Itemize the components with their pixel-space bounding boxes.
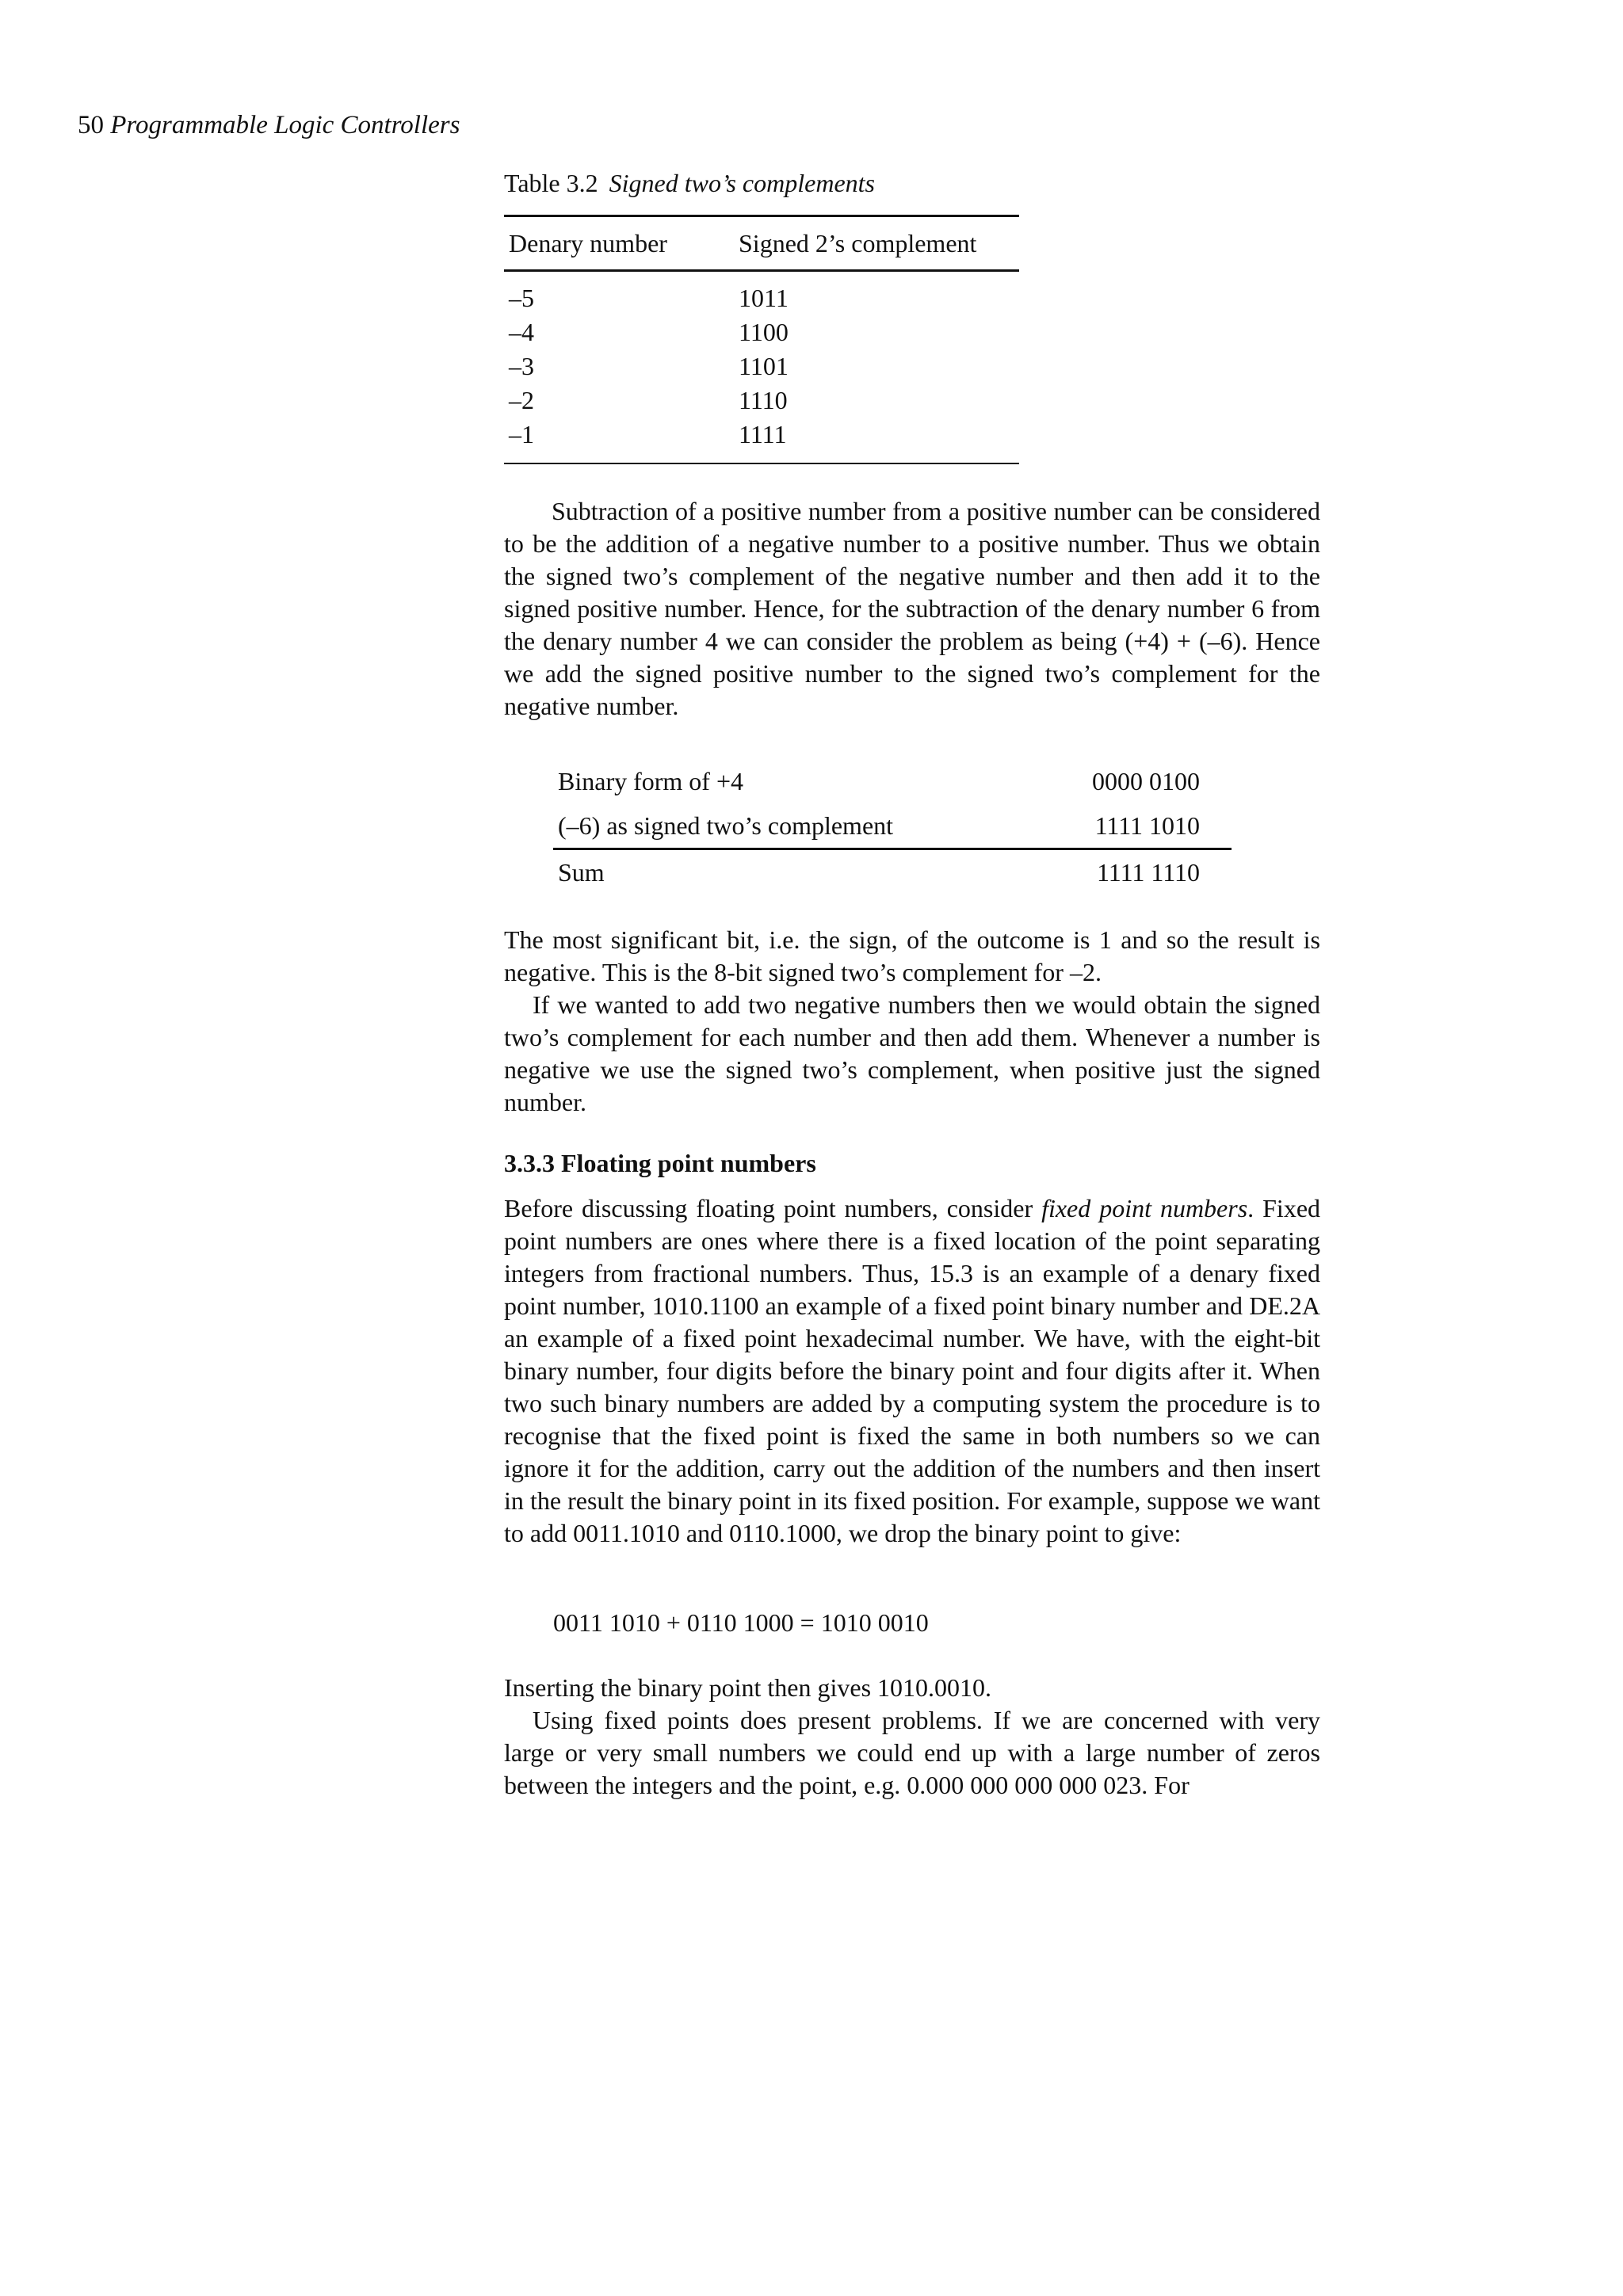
table-cell-complement: 1101	[739, 352, 789, 380]
binary-addition-equation: 0011 1010 + 0110 1000 = 1010 0010	[553, 1608, 929, 1637]
table-row	[504, 315, 1019, 349]
paragraph-fixed-point-problems: Using fixed points does present problems. If we are concerned with very large or very small numbers we could end up with a large number of zeros between the integers and the point, e.g. 0.000 000 000 000 023. For	[504, 1706, 1320, 1799]
result-paragraphs	[504, 924, 1320, 1119]
table-row	[504, 383, 1019, 418]
table-cell-complement: 1110	[739, 386, 788, 414]
paragraph-fixed-point	[504, 1192, 1320, 1550]
table-row	[504, 418, 1019, 452]
paragraph-insert-point: Inserting the binary point then gives 1010.0010.	[504, 1673, 992, 1702]
sum-result-row	[553, 850, 1232, 894]
table-cell-denary: –4	[509, 318, 534, 346]
section-heading: 3.3.3 Floating point numbers	[504, 1149, 816, 1177]
table-cell-denary: –5	[509, 284, 534, 312]
table-row	[504, 349, 1019, 383]
fixed-point-term: fixed point numbers	[1041, 1194, 1248, 1222]
sum-row-label: Binary form of +4	[558, 766, 743, 795]
table-header-denary: Denary number	[509, 228, 667, 257]
sum-row-label: (–6) as signed two’s complement	[558, 810, 894, 840]
sum-result-value: 1111 1110	[1096, 857, 1200, 887]
table-header-row	[504, 217, 1019, 269]
table-row	[504, 281, 1019, 315]
twos-complement-table	[504, 215, 1019, 464]
table-caption	[504, 167, 1320, 200]
sum-row-value: 1111 1010	[1094, 810, 1200, 840]
book-title: Programmable Logic Controllers	[110, 111, 460, 139]
table-cell-complement: 1111	[739, 420, 787, 448]
table-cell-denary: –1	[509, 420, 534, 448]
sum-row	[553, 759, 1232, 803]
table-header-complement: Signed 2’s complement	[739, 228, 977, 257]
closing-paragraphs	[504, 1672, 1320, 1802]
paragraph-two-negatives: If we wanted to add two negative numbers then we would obtain the signed two’s complement for each number and then add them. Whenever a number is negative we use the signed two’s complement, when positive just the signed number.	[504, 990, 1320, 1116]
paragraph-subtraction: Subtraction of a positive number from a positive number can be considered to be the addition of a negative number to a positive number. Thus we obtain the signed two’s complement of the negative number and then add it to the signed positive number. Hence, for the subtraction of the denary number 6 from the denary number 4 we can consider the problem as being (+4) + (–6). Hence we add the signed positive number to the signed two’s complement for the negative number.	[504, 497, 1320, 720]
table-label: Table 3.2	[504, 169, 598, 197]
sum-row-value: 0000 0100	[1092, 766, 1200, 795]
paragraph-msb: The most significant bit, i.e. the sign, of the outcome is 1 and so the result is negative. This is the 8-bit signed two’s complement for –2.	[504, 925, 1320, 986]
table-bottom-rule	[504, 463, 1019, 464]
table-cell-complement: 1100	[739, 318, 789, 346]
page-number: 50	[78, 111, 104, 139]
table-title: Signed two’s complements	[609, 169, 875, 197]
sum-row	[553, 803, 1232, 848]
table-cell-complement: 1011	[739, 284, 789, 312]
table-cell-denary: –3	[509, 352, 534, 380]
fixed-point-text-rest: . Fixed point numbers are ones where there is a fixed location of the point separating integers from fractional numbers. Thus, 15.3 is an example of a denary fixed point number, 1010.1100 an example of a fixed point binary number and DE.2A an example of a fixed point hexadecimal number. We have, with the eight-bit binary number, four digits before the binary point and four digits after it. When two such binary numbers are added by a computing system the procedure is to recognise that the fixed point is fixed the same in both numbers so we can ignore it for the addition, carry out the addition of the numbers and then insert in the result the binary point in its fixed position. For example, suppose we want to add 0011.1010 and 0110.1000, we drop the binary point to give:	[504, 1194, 1321, 1547]
running-head	[78, 109, 460, 141]
table-body	[504, 272, 1019, 463]
fixed-point-text-start: Before discussing floating point numbers, consider	[504, 1194, 1042, 1222]
binary-sum-example	[553, 759, 1232, 894]
sum-result-label: Sum	[558, 857, 605, 887]
table-cell-denary: –2	[509, 386, 534, 414]
